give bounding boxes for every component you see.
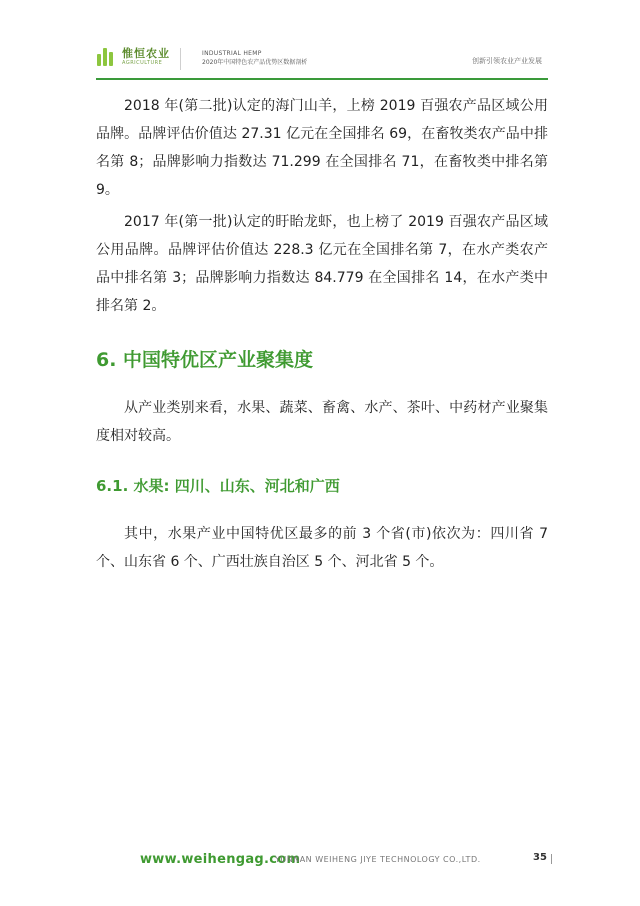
- header-subtitle: [202, 50, 307, 67]
- page-header: [96, 40, 548, 80]
- header-rule: [96, 78, 548, 80]
- paragraph-haimen-goat: 2018 年(第二批)认定的海门山羊，上榜 2019 百强农产品区域公用品牌。品牌评估价值达 27.31 亿元在全国排名 69，在畜牧类农产品中排名第 8；品牌影响力指数达 71.299 在全国排名 71，在畜牧类中排名第 9。: [96, 98, 548, 198]
- logo-name-cn: 惟恒农业: [122, 46, 170, 60]
- header-divider: [180, 48, 181, 70]
- footer-divider: [551, 854, 552, 864]
- logo-name-en: AGRICULTURE: [122, 59, 163, 66]
- page-content: [96, 92, 548, 576]
- page-footer: [140, 852, 570, 872]
- paragraph-fruit-provinces: 其中，水果产业中国特优区最多的前 3 个省(市)依次为：四川省 7 个、山东省 6 个、广西壮族自治区 5 个、河北省 5 个。: [96, 526, 548, 570]
- section-heading-6: 6. 中国特优区产业聚集度: [96, 349, 314, 371]
- paragraph-industry-clusters: 从产业类别来看，水果、蔬菜、畜禽、水产、茶叶、中药材产业聚集度相对较高。: [96, 400, 548, 444]
- section-heading-6-1: 6.1. 水果: 四川、山东、河北和广西: [96, 477, 340, 495]
- paragraph-xuyi-lobster: 2017 年(第一批)认定的盱眙龙虾，也上榜了 2019 百强农产品区域公用品牌。品牌评估价值达 228.3 亿元在全国排名第 7，在水产类农产品中排名第 3；品牌影响力指数达 84.779 在全国排名 14，在水产类中排名第 2。: [96, 214, 548, 314]
- footer-website-link[interactable]: www.weihengag.com: [140, 852, 301, 867]
- footer-company-name: YUNNAN WEIHENG JIYE TECHNOLOGY CO.,LTD.: [275, 855, 481, 864]
- header-subtitle-cn: 2020年中国特色农产品优势区数据剖析: [202, 59, 308, 66]
- company-logo: [96, 46, 170, 68]
- header-subtitle-en: INDUSTRIAL HEMP: [202, 50, 262, 57]
- page-number: 35: [533, 852, 547, 863]
- header-slogan: 创新引领农业产业发展: [472, 57, 542, 65]
- leaf-logo-icon: [96, 46, 118, 68]
